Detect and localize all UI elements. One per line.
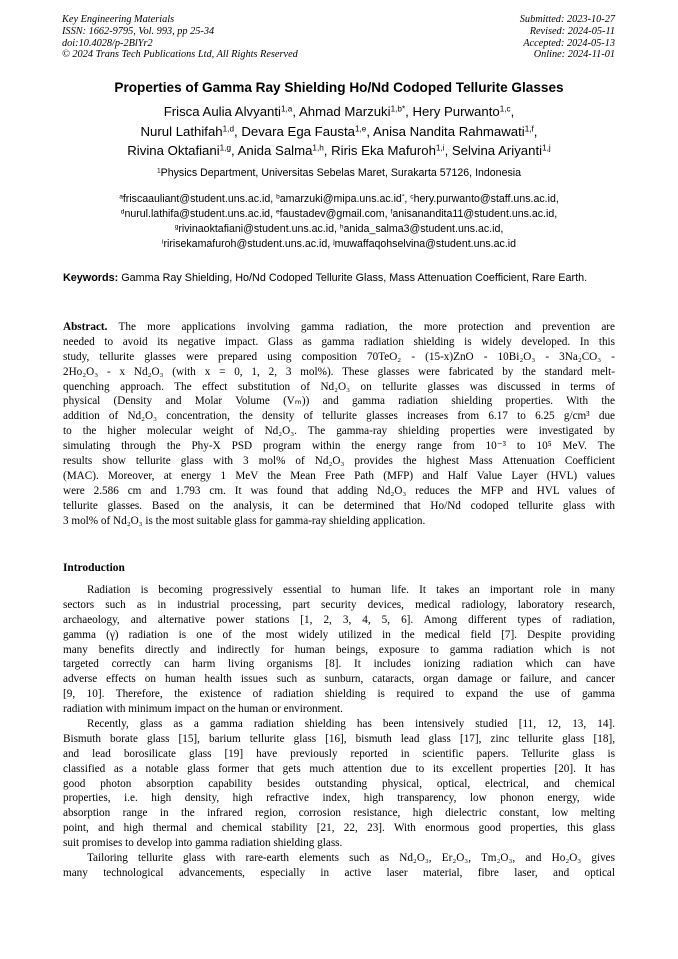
intro-line: many benefits directly and indirectly for human beings, exposure to gamma radiation which is not [63,643,615,656]
email-sup: i [161,238,164,246]
author-name: Anida Salma [237,143,313,159]
intro-line: gamma (γ) radiation is one of the most widely utilized in the medical field [7]. Despite providing [63,628,615,641]
email-address[interactable]: anisanandita11@student.uns.ac.id [392,208,555,220]
journal-name: Key Engineering Materials [62,14,175,25]
intro-line: suit promises to develop into gamma radiation shielding glass. [63,837,343,850]
corresponding-mark: * [401,193,405,201]
author-affil-sup: 1,c [499,104,511,114]
author-name: Devara Ega Fausta [241,123,355,139]
author-line: Nurul Lathifah$^{1,d}$, Devara Ega Fausta$^{1,e}$, Anisa Nandita Rahmawati$^{1,f}$, [140,123,538,139]
email-line: $^d$nurul.lathifa@student.uns.ac.id, $^e$faustadev@gmail.com, $^f$anisanandita11@student.uns.ac.id, [120,208,558,220]
abstract-line: 3 mol% of Nd₂O₃ is the most suitable glass for gamma-ray shielding application. [63,514,426,527]
abstract-line: needed to avoid its negative impact. Glass as gamma radiation shielding is widely developed. In this [63,335,615,348]
email-address[interactable]: nurul.lathifa@student.uns.ac.id [124,208,271,220]
intro-line: absorption range in the infrared region, corrosion resistance, high dielectric constant, low melting [63,807,615,820]
abstract-line: were 2.586 cm and 1.793 cm. It was found that adding Nd₂O₃ reduces the MFP and HVL values of [63,484,615,497]
email-address[interactable]: anida_salma3@student.uns.ac.id [343,223,501,235]
intro-line: properties, i.e. high density, high refractive index, high transparency, low phonon energy, wide [63,792,615,805]
intro-line: many technological advancements, especially in active laser material, fibre laser, and optical [63,866,615,879]
author-name: Selvina Ariyanti [451,143,543,159]
email-address[interactable]: ririsekamafuroh@student.uns.ac.id [163,238,328,250]
email-sup: j [333,238,335,246]
author-affil-sup: 1,g [219,143,232,153]
author-line: Rivina Oktafiani$^{1,g}$, Anida Salma$^{1,h}$, Riris Eka Mafuroh$^{1,i}$, Selvina Ariyanti$^{1,j}$ [127,143,551,159]
intro-line: classified as a notable glass former that gets much attention due to its excellent properties [20]. It has [63,762,615,775]
author-affil-sup: 1,b* [390,104,406,114]
intro-line: good photon absorption capability besides outstanding physical, optical, electrical, and chemical [63,777,615,790]
abstract-line: simulating through the Phy-X PSD program within the energy range from 10⁻³ to 10⁵ MeV. The [63,440,615,453]
email-address[interactable]: hery.purwanto@staff.uns.ac.id [413,193,556,205]
abstract [63,320,615,528]
revised-date: Revised: 2024-05-11 [529,25,615,37]
keywords-label: Keywords: [63,272,119,284]
author-line: Frisca Aulia Alvyanti$^{1,a}$, Ahmad Marzuki$^{1,b*}$, Hery Purwanto$^{1,c}$, [163,104,515,119]
author-affil-sup: 1,j [542,143,551,153]
abstract-text: The more applications involving gamma radiation, the more protection and prevention are [118,321,615,333]
abstract-line: results show tellurite glass with 3 mol% of Nd₂O₃ provides the highest Mass Attenuation Coefficient [63,455,615,468]
section-heading-introduction: Introduction [63,562,125,574]
author-affil-sup: 1,h [312,143,324,153]
intro-line: and lead borosilicate glass [19] have previously reported in scientific papers. Tellurite glass is [63,747,615,760]
intro-line: sectors such as in industrial processing, part security devices, medical radiology, laboratory research, [63,598,615,611]
accepted-date: Accepted: 2024-05-13 [523,37,615,49]
email-address[interactable]: faustadev@gmail.com [279,208,385,220]
paper-title: Properties of Gamma Ray Shielding Ho/Nd Codoped Tellurite Glasses [114,80,564,95]
abstract-line: to the higher molecular weight of Nd₂O₃. The gamma-ray shielding properties were investigated by [63,425,615,438]
abstract-line: 2Ho₂O₃ - x Nd₂O₃ (with x = 0, 1, 2, 3 mol%). These glasses were fabricated by the standard melt- [63,365,615,378]
email-sup: g [174,223,179,231]
submitted-date: Submitted: 2023-10-27 [519,14,615,25]
intro-line: point, and high thermal and chemical stability [21, 22, 23]. With enormous good properties, this glass [63,822,615,835]
email-sup: b [276,193,280,201]
abstract-line: addition of Nd₂O₃ concentration, the density of tellurite glasses increases from 6.17 to 6.25 g/cm³ due [63,410,615,423]
author-affil-sup: 1,i [435,143,445,153]
author-affil-sup: 1,a [280,104,293,114]
email-sup: e [275,208,280,216]
dates-header [520,14,615,61]
email-sup: f [390,208,393,216]
journal-header [62,14,298,61]
issn: ISSN: 1662-9795, Vol. 993, pp 25-34 [62,25,215,37]
affiliation [40,167,638,179]
email-address[interactable]: rivinaoktafiani@student.uns.ac.id [178,223,334,235]
copyright: © 2024 Trans Tech Publications Ltd, All Rights Reserved [62,49,298,61]
author-name: Nurul Lathifah [140,123,223,139]
abstract-line: tellurite glasses. Based on the analysis, it can be determined that Ho/Nd codoped tellurite glass with [63,499,615,512]
author-name: Frisca Aulia Alvyanti [163,104,281,119]
email-sup: h [339,223,344,231]
email-sup: a [119,193,123,201]
intro-line: archaeology, and alternative power stations [1, 2, 3, 4, 5, 6]. Among different types of radiation, [63,613,615,626]
abstract-label: Abstract. [63,321,108,333]
author-name: Ahmad Marzuki [298,104,391,119]
author-name: Anisa Nandita Rahmawati [372,123,525,139]
abstract-line [63,320,615,335]
intro-line: targeted correctly can harm living organisms [8]. It includes ionizing radiation which can have [63,658,615,671]
email-address[interactable]: friscaauliant@student.uns.ac.id [122,193,271,205]
email-sup: d [120,208,125,216]
author-affil-sup: 1,f [524,124,534,134]
doi: doi:10.4028/p-2BlYr2 [62,37,153,49]
email-list [40,192,638,252]
keywords-text: Gamma Ray Shielding, Ho/Nd Codoped Tellurite Glass, Mass Attenuation Coefficient, Rare Earth. [121,272,588,284]
intro-line: Radiation is becoming progressively essential to human life. It takes an important role in many [87,584,615,596]
email-address[interactable]: amarzuki@mipa.uns.ac.id [279,193,402,205]
affiliation-text: Physics Department, Universitas Sebelas Maret, Surakarta 57126, Indonesia [160,167,522,179]
intro-line: adverse effects on human health issues such as sunburn, cataracts, organ damage or failure, and cancer [63,673,615,686]
online-date: Online: 2024-11-01 [533,49,615,61]
intro-line: Tailoring tellurite glass with rare-earth elements such as Nd₂O₃, Er₂O₃, Tm₂O₃, and Ho₂O₃ gives [87,852,615,865]
intro-line: Recently, glass as a gamma radiation shielding has been intensively studied [11, 12, 13, 14]. [87,718,615,731]
affiliation-sup: 1 [156,167,161,175]
email-address[interactable]: muwaffaqohselvina@student.uns.ac.id [334,238,517,250]
abstract-line: study, tellurite glasses were prepared using composition 70TeO₂ - (15-x)ZnO - 10Bi₂O₃ - 3Na₂CO₃ - [63,350,615,363]
email-sup: c [410,193,414,201]
author-name: Rivina Oktafiani [127,143,220,159]
email-line: $^i$ririsekamafuroh@student.uns.ac.id, $^j$muwaffaqohselvina@student.uns.ac.id [161,238,517,250]
abstract-line: (MAC). Moreover, at energy 1 MeV the Mean Free Path (MFP) and Half Value Layer (HVL) values [63,469,615,482]
email-line: $^a$friscaauliant@student.uns.ac.id, $^b$amarzuki@mipa.uns.ac.id*, $^c$hery.purwanto@staff.uns.ac.id, [119,193,559,205]
intro-line: [9, 10]. Therefore, the existence of radiation shielding is required to expand the use of gamma [63,688,615,701]
author-list [40,102,638,161]
author-name: Hery Purwanto [412,104,500,119]
author-affil-sup: 1,d [222,124,235,134]
keywords [63,271,615,286]
intro-line: Bismuth borate glass [15], barium tellurite glass [16], bismuth lead glass [17], zinc tellurite glass [18], [63,732,615,745]
email-line: $^g$rivinaoktafiani@student.uns.ac.id, $^h$anida_salma3@student.uns.ac.id, [174,223,504,235]
introduction-body [63,583,615,881]
intro-line: radiation with minimum impact on the human or environment. [63,703,343,716]
author-name: Riris Eka Mafuroh [331,143,436,159]
author-affil-sup: 1,e [354,124,367,134]
abstract-line: physical (Density and Molar Volume (Vₘ)) and gamma radiation shielding properties. With the [63,395,615,408]
abstract-line: quenching approach. The effect substitution of Nd₂O₃ on tellurite glasses was discussed in terms of [63,380,615,393]
